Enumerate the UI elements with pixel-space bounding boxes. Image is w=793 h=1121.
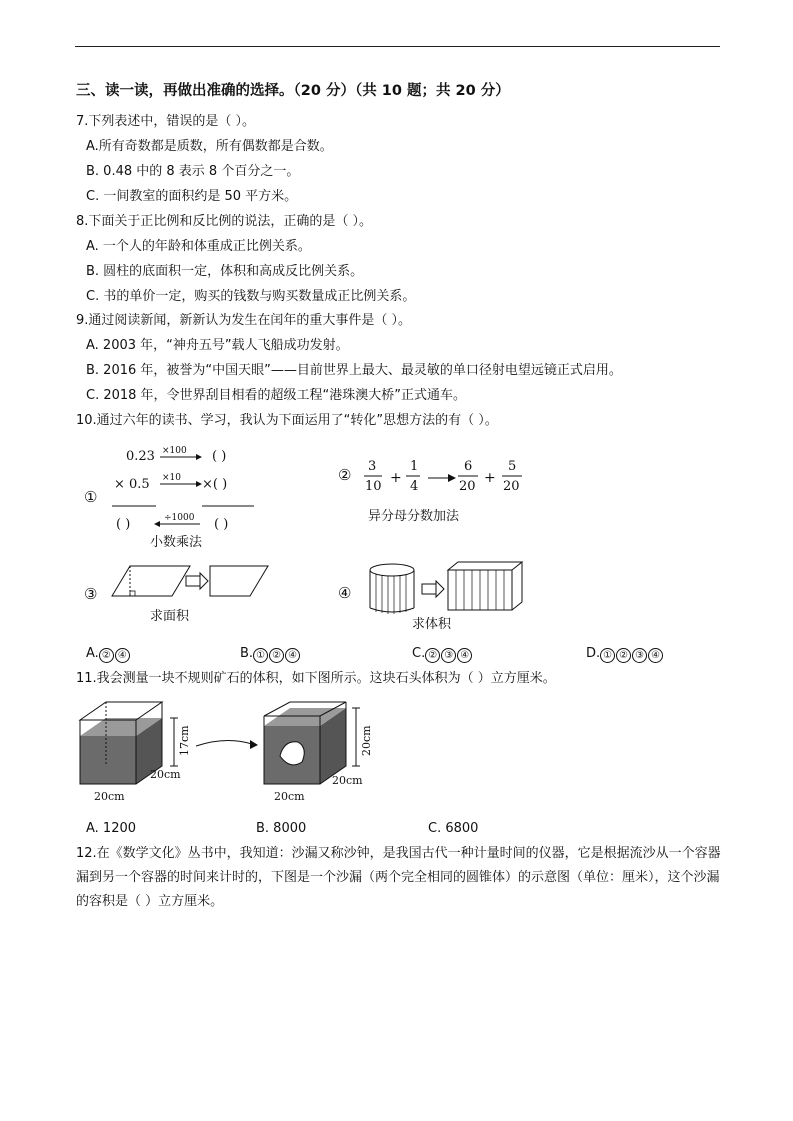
cuboid-shape — [448, 562, 522, 610]
q9-stem: 9.通过阅读新闻，新新认为发生在闰年的重大事件是（ ）。 — [76, 313, 412, 328]
circle-num: ③ — [632, 648, 647, 663]
value-x-0-5: × 0.5 — [114, 477, 150, 492]
arrow-label-x100: ×100 — [162, 446, 187, 456]
frac1-num: 3 — [368, 459, 377, 474]
circle-num: ④ — [285, 648, 300, 663]
option-letter: C. — [412, 646, 426, 661]
arrow-label-x10: ×10 — [162, 473, 181, 483]
circle-num: ② — [425, 648, 440, 663]
section-title: 三、读一读，再做出准确的选择。（20 分）（共 10 题；共 20 分） — [76, 83, 510, 99]
width-label-1: 20cm — [94, 790, 125, 803]
q10-stem: 10.通过六年的读书、学习，我认为下面运用了“转化”思想方法的有（ ）。 — [76, 413, 498, 428]
q8-option-b[interactable]: B. 圆柱的底面积一定，体积和高成反比例关系。 — [86, 264, 364, 279]
circle-num: ② — [616, 648, 631, 663]
transform-arrow — [196, 740, 252, 746]
value-0-23: 0.23 — [126, 449, 155, 464]
q11-stem: 11.我会测量一块不规则矿石的体积，如下图所示。这块石头体积为（ ）立方厘米。 — [76, 671, 556, 686]
q11-option-b[interactable]: B. 8000 — [256, 821, 307, 836]
q8-stem: 8.下面关于正比例和反比例的说法，正确的是（ ）。 — [76, 214, 373, 229]
option-letter: D. — [586, 646, 601, 661]
caption-fraction-add: 异分母分数加法 — [368, 509, 460, 524]
marker-3: ③ — [84, 585, 98, 603]
marker-2: ② — [338, 466, 352, 484]
depth-label-1: 20cm — [150, 768, 181, 781]
frac2-num: 1 — [410, 459, 419, 474]
q10-option-a[interactable] — [86, 646, 131, 663]
q7-option-b[interactable]: B. 0.48 中的 8 表示 8 个百分之一。 — [86, 164, 300, 179]
circle-num: ① — [253, 648, 268, 663]
arrow-box-3 — [186, 576, 200, 586]
blank-4: ( ) — [214, 517, 229, 532]
caption-decimal-mult: 小数乘法 — [150, 535, 203, 550]
width-label-2: 20cm — [274, 790, 305, 803]
circle-num: ① — [600, 648, 615, 663]
circle-num: ④ — [457, 648, 472, 663]
height-17cm: 17cm — [178, 725, 191, 756]
blank-1: ( ) — [212, 449, 227, 464]
q10-option-d[interactable] — [586, 646, 664, 663]
plus-1: + — [390, 470, 402, 486]
q7-option-a[interactable]: A.所有奇数都是质数，所有偶数都是合数。 — [86, 139, 333, 154]
depth-label-2: 20cm — [332, 774, 363, 787]
q7-option-c[interactable]: C. 一间教室的面积约是 50 平方米。 — [86, 189, 298, 204]
q9-option-b[interactable]: B. 2016 年，被誉为“中国天眼”——目前世界上最大、最灵敏的单口径射电望远镜正式启用。 — [86, 363, 622, 378]
q11-figure — [76, 696, 396, 806]
arrow-label-div1000: ÷1000 — [164, 513, 195, 523]
circle-num: ④ — [648, 648, 663, 663]
q12-text: 12.在《数学文化》丛书中，我知道：沙漏又称沙钟，是我国古代一种计量时间的仪器，它是根据流沙从一个容器漏到另一个容器的时间来计时的，下图是一个沙漏（两个完全相同的圆锥体）的示意图（单位：厘米），这个沙漏的容积是（ ）立方厘米。 — [76, 846, 721, 909]
q8-option-a[interactable]: A. 一个人的年龄和体重成正比例关系。 — [86, 239, 311, 254]
q9-option-c[interactable]: C. 2018 年，令世界刮目相看的超级工程“港珠澳大桥”正式通车。 — [86, 388, 467, 403]
option-letter: B. — [240, 646, 254, 661]
frac3-num: 6 — [464, 459, 473, 474]
caption-volume: 求体积 — [412, 617, 452, 632]
q11-option-a[interactable]: A. 1200 — [86, 821, 137, 836]
plus-2: + — [484, 470, 496, 486]
q10-figure — [78, 438, 538, 638]
cylinder-shape — [370, 564, 414, 614]
option-letter: A. — [86, 646, 99, 661]
q11-option-c[interactable]: C. 6800 — [428, 821, 479, 836]
q9-option-a[interactable]: A. 2003 年，“神舟五号”载人飞船成功发射。 — [86, 338, 349, 353]
blank-3: ( ) — [116, 517, 131, 532]
frac4-den: 20 — [503, 479, 520, 494]
frac2-den: 4 — [410, 479, 419, 494]
frac4-num: 5 — [508, 459, 517, 474]
height-20cm: 20cm — [360, 725, 373, 756]
q8-option-c[interactable]: C. 书的单价一定，购买的钱数与购买数量成正比例关系。 — [86, 289, 416, 304]
frac1-den: 10 — [365, 479, 382, 494]
q10-option-b[interactable] — [240, 646, 301, 663]
circle-num: ④ — [115, 648, 130, 663]
marker-1: ① — [84, 488, 98, 506]
header-rule — [75, 46, 720, 47]
q7-stem: 7.下列表述中，错误的是（ ）。 — [76, 114, 256, 129]
circle-num: ② — [269, 648, 284, 663]
marker-4: ④ — [338, 584, 352, 602]
frac3-den: 20 — [459, 479, 476, 494]
circle-num: ③ — [441, 648, 456, 663]
caption-area: 求面积 — [150, 609, 190, 624]
q10-option-c[interactable] — [412, 646, 473, 663]
parallelogram-shape — [112, 566, 190, 596]
container-after — [264, 702, 346, 784]
arrow-box-4 — [422, 584, 436, 594]
circle-num: ② — [99, 648, 114, 663]
rectangle-shape — [210, 566, 268, 596]
blank-2: ×( ) — [202, 477, 228, 492]
